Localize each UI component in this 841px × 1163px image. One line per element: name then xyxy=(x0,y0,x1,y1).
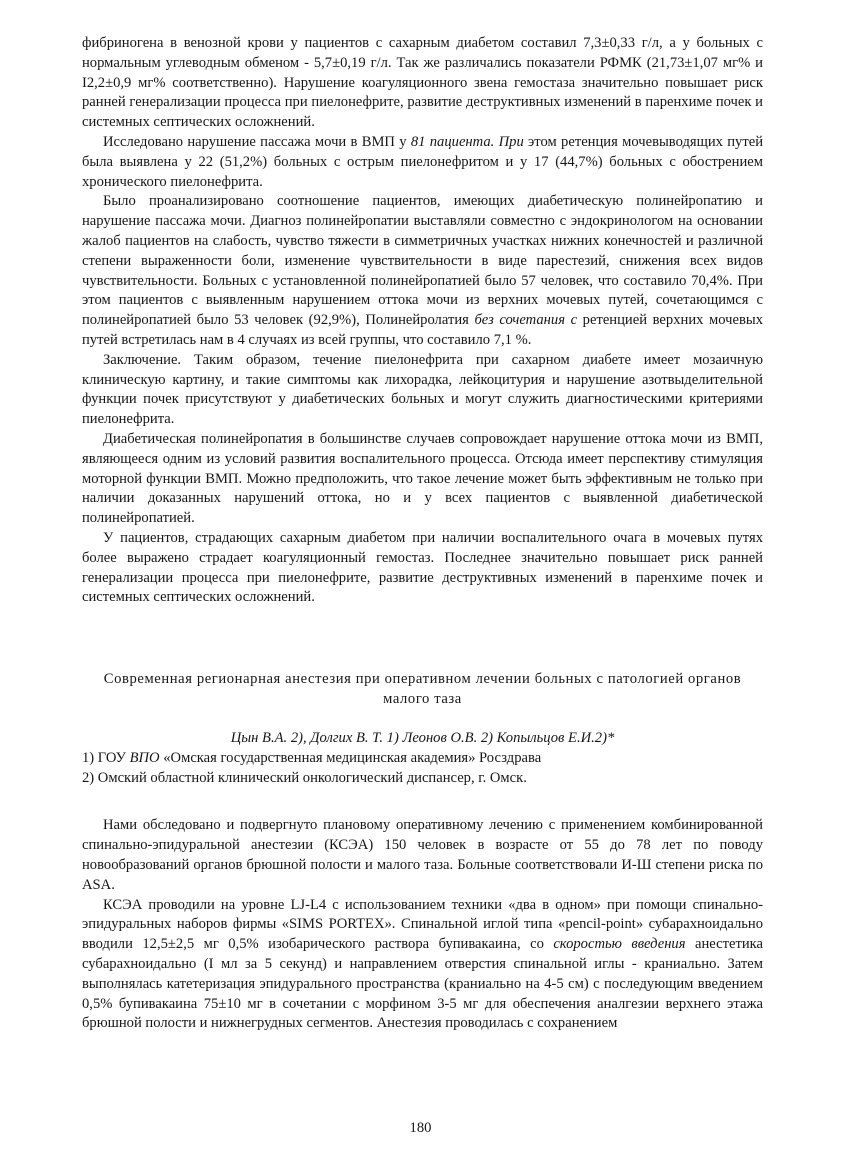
affiliation-1 xyxy=(82,749,763,769)
paragraph-conclusion: Заключение. Таким образом, течение пиелонефрита при сахарном диабете имеет мозаичную клиническую картину, и такие симптомы как лихорадка, лейкоцитурия и нарушение азотвыделительной функции почек присутствуют у диабетических больных и могут служить диагностическими критериями пиелонефрита. xyxy=(82,351,763,428)
paragraph-coagulation: У пациентов, страдающих сахарным диабетом при наличии воспалительного очага в мочевых путях более выражено страдает коагуляционный гемостаз. Последнее значительно повышает риск ранней генерализации процесса при пиелонефрите, развитие деструктивных изменений в паренхиме почек и системных септических осложнений. xyxy=(82,529,763,606)
article-authors: Цын В.А. 2), Долгих В. Т. 1) Леонов О.В. 2) Копыльцов Е.И.2)* xyxy=(230,730,615,747)
text-run: КСЭА проводили на уровне LJ-L4 с использованием техники «два в одном» при помощи спинально-эпидуральных наборов фирмы «SIMS PORTEX». Спинальной иглой типа «pencil-point» субарахноидально вводили 12,5±2,5 мг 0,5% изобарического раствора бупивакаина, со xyxy=(82,896,763,953)
text-run: анестетика субарахноидально (I мл за 5 секунд) и направлением отверстия спинальной иглы - краниально. Затем выполнялась катетеризация эпидурального пространства (краниально на 4-5 см) с последующим введением 0,5% бупивакаина 75±10 мг в сочетании с морфином 3-5 мг для обеспечения аналгезии верхнего этажа брюшной полости и нижнегрудных сегментов. Анестезия проводилась с сохранением xyxy=(82,936,763,1032)
text-run: «Омская государственная медицинская академия» Росздрава xyxy=(159,750,542,767)
paragraph-diabetic-polyneuropathy: Диабетическая полинейропатия в большинстве случаев сопровождает нарушение оттока мочи из ВМП, являющееся одним из условий развития воспалительного процесса. Отсюда имеет перспективу стимуляция моторной функции ВМП. Можно предположить, что такое лечение может быть эффективным не только при наличии доказанных нарушений оттока, но и у всех пациентов с выявленной диабетической полинейропатией. xyxy=(82,430,763,527)
text-run: этом ретенция мочевыводящих путей была выявлена у 22 (51,2%) больных с острым пиелонефритом и у 17 (44,7%) больных с обострением хронического пиелонефрита. xyxy=(82,133,764,190)
paragraph-continuation: фибриногена в венозной крови у пациентов с сахарным диабетом составил 7,3±0,33 г/л, а у больных с нормальным углеводным обменом - 5,7±0,19 г/л. Так же различались показатели РФМК (21,73±1,07 мг% и I2,2±0,9 мг% соответственно). Нарушение коагуляционного звена гемостаза значительно повышает риск ранней генерализации процесса при пиелонефрите, развитие деструктивных изменений в паренхиме почек и системных септических осложнений. xyxy=(82,35,763,131)
article-body-1: Нами обследовано и подвергнуто плановому оперативному лечению с применением комбинированной спинально-эпидуральной анестезии (КСЭА) 150 человек в возрасте от 55 до 78 лет по поводу новообразований органов брюшной полости и малого таза. Больные соответствовали И-Ш степени риска по ASA. xyxy=(82,817,763,893)
page-number: 180 xyxy=(409,1120,432,1136)
affiliation-2: 2) Омский областной клинический онкологический диспансер, г. Омск. xyxy=(82,769,527,786)
italic-run: без сочетания с xyxy=(474,312,578,329)
paragraph-polyneuropathy xyxy=(82,192,763,350)
text-run: Исследовано нарушение пассажа мочи в ВМП у xyxy=(103,133,411,150)
italic-run: ВПО xyxy=(129,750,160,767)
paragraph-urine-passage xyxy=(82,133,763,192)
article-body-2 xyxy=(82,896,763,1035)
italic-run: скоростью введения xyxy=(553,936,686,953)
text-run: 1) ГОУ xyxy=(82,750,130,767)
text-run: Было проанализировано соотношение пациентов, имеющих диабетическую полинейропатию и нарушение пассажа мочи. Диагноз полинейропатии выставляли совместно с эндокринологом на основании жалоб пациентов на слабость, чувство тяжести в симметричных участках нижних конечностей и различной степени выраженности боли, изменение чувствительности в виде парестезий, снижения всех видов чувствительности. Больных с установленной полинейропатией было 57 человек, что составило 70,4%. При этом пациентов с выявленным нарушением оттока мочи из верхних мочевых путей, сочетающимся с полинейропатией было 53 человек (92,9%), Полинейролатия xyxy=(82,193,763,329)
italic-run: 81 пациента. При xyxy=(410,133,524,150)
article-title: Современная регионарная анестезия при оперативном лечении больных с патологией органов малого таза xyxy=(103,670,742,707)
document-page xyxy=(82,34,763,1034)
text-run: ретенцией верхних мочевых путей встретилась нам в 4 случаях из всей группы, что составило 7,1 %. xyxy=(82,312,763,348)
